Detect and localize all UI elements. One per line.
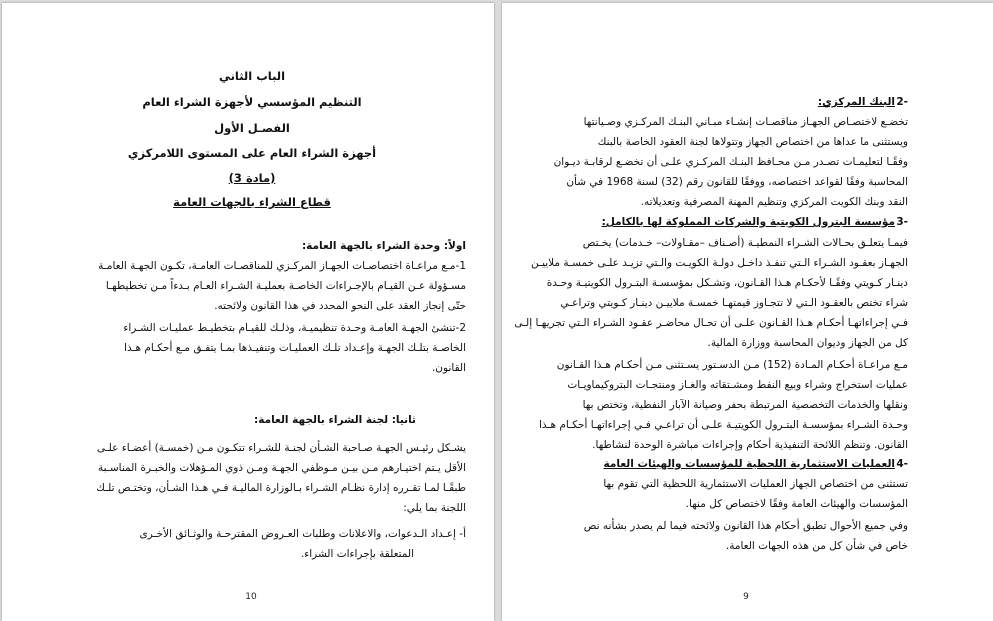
constitution-line: ونقلها والخدمات التخصصية المرتبطة بحفر وصيانة الآبار النفطية، وتختص بها — [582, 399, 908, 411]
kpc-line: دينـار كـويتي وفقًـا لأحكـام هـذا القـانون، وتشـكل بمؤسسـة البتـرول الكويتيـة وحـدة — [546, 277, 908, 289]
item4-number: 4- — [896, 458, 908, 470]
kpc-line: الجهـاز بعقـود الشـراء الـتي تنفـذ داخـل دولـة الكويـت والـتي تزيـد علـى خمسـة ملاييـن — [531, 257, 908, 269]
kpc-heading: مؤسسة البترول الكويتية والشركات المملوكة لها بالكامل: — [601, 216, 895, 228]
item3-number: 3- — [896, 216, 908, 228]
article-number: (مادة 3) — [228, 171, 276, 185]
item2-line: القانون. — [431, 362, 466, 374]
item1-line: مسـؤولة عـن القيـام بالإجـراءات الخاصـة بعمليـة الشـراء العـام بـدءاً مـن تخطيطهـا — [105, 280, 466, 292]
general-line: خاص في شأن كل من هذه الجهات العامة. — [725, 540, 908, 552]
central-bank-line: ويستثنى ما عداها من اختصاص الجهاز وتتولاها لجنة العقود الخاصة بالبنك — [597, 136, 908, 148]
point-a-line: أ- إعـداد الـدعوات، والاعلانات وطلبات العـروض المقترحـة والوثـائق الأخـرى — [139, 528, 466, 540]
item2-number: 2- — [896, 96, 908, 108]
item2-line: الخاصـة بتلـك الجهـة وإعـداد تلـك العمليـات وتنفيـذها بمـا يتفـق مـع أحكـام هـذا — [124, 342, 466, 354]
section-title: أجهزة الشراء العام على المستوى اللامركزي — [127, 146, 377, 160]
central-bank-heading: البنك المركزي: — [817, 96, 895, 108]
document-page-left — [2, 3, 494, 621]
central-bank-line: النقد وبنك الكويت المركزي وتنظيم المهنة المصرفية وتعديلاته. — [640, 196, 908, 208]
heading-purchasing-unit: اولاً: وحدة الشراء بالجهة العامة: — [301, 240, 466, 252]
constitution-line: مـع مراعـاة أحكـام المـادة (152) مـن الدسـتور يسـتثنى مـن أحكـام هـذا القـانون — [556, 359, 908, 371]
central-bank-line: وفقًـا لتعليمـات تصـدر مـن محـافظ البنـك المركـزي علـى أن تخضـع لرقابـة ديـوان — [553, 156, 908, 168]
chapter-heading: الباب الثاني — [218, 69, 286, 83]
constitution-line: القانون. وتنظم اللائحة التنفيذية أحكام وإجراءات مباشرة الوحدة لنشاطها. — [592, 439, 908, 451]
central-bank-line: تخضـع لاختصـاص الجهـاز مناقصـات إنشـاء مبـاني البنـك المركـزي وصـيانتها — [583, 116, 908, 128]
constitution-line: وحـدة الشـراء بمؤسسـة البتـرول الكويتيـة علـى أن تراعـي فـي إجراءاتهـا أحكـام هـذا — [539, 419, 908, 431]
emergency-heading: العمليات الاستثمارية اللحظية للمؤسسات والهيئات العامة — [603, 458, 895, 470]
kpc-line: فيمـا يتعلـق بحـالات الشـراء النمطيـة (أصـناف –مقـاولات– خـدمات) يخـتص — [582, 237, 908, 249]
sector-title: قطاع الشراء بالجهات العامة — [173, 195, 331, 209]
point-a-line: المتعلقة بإجراءات الشراء. — [300, 548, 414, 560]
heading-purchasing-committee: ثانيا: لجنة الشراء بالجهة العامة: — [254, 414, 416, 426]
item1-line: 1-مـع مراعـاة اختصاصـات الجهـاز المركـزي للمناقصـات العامـة، تكـون الجهـة العامـة — [98, 260, 466, 272]
document-page-right — [502, 3, 993, 621]
chapter-title: التنظيم المؤسسي لأجهزة الشراء العام — [142, 95, 362, 109]
kpc-line: فـي إجراءاتهـا أحكـام هـذا القـانون علـى أن تحـال محاضـر عقـود الشـراء الـتي تجريهـا إلـى — [514, 317, 908, 329]
item2-line: 2-تنشئ الجهـة العامـة وحـدة تنظيميـة، وذلـك للقيـام بتخطيـط عمليـات الشـراء — [123, 322, 466, 334]
page-number: 9 — [743, 592, 749, 602]
emergency-line: المؤسسات والهيئات العامة وفقًا لاختصاص كل منها. — [685, 498, 908, 510]
constitution-line: عمليات استخراج وشراء وبيع النفط ومشـتقاته والغـاز ومنتجـات البتروكيماويـات — [567, 379, 908, 391]
page-number: 10 — [245, 592, 257, 602]
item1-line: حتّى إنجاز العقد على النحو المحدد في هذا القانون ولائحته. — [214, 300, 466, 312]
kpc-line: كل من الجهاز وديوان المحاسبة ووزارة المالية. — [707, 337, 908, 349]
section-heading: الفصـل الأول — [214, 121, 290, 135]
committee-line: الأقل يـتم اختيـارهم مـن بيـن مـوظفي الجهـة ومـن ذوي المـؤهلات والخبـرة المناسـبة — [97, 462, 466, 474]
kpc-line: شراء تختص بالعقـود الـتي لا تتجـاوز قيمتهـا خمسـة ملاييـن دينـار كـويتي وتراعـي — [560, 297, 908, 309]
committee-line: اللجنة بما يلي: — [403, 502, 466, 514]
emergency-line: تستثنى من اختصاص الجهاز العمليات الاستثمارية اللحظية التي تقوم بها — [603, 478, 908, 490]
committee-line: طبقًـا لمـا تقـرره إدارة نظـام الشـراء بـالوزارة الماليـة فـي هـذا الشـأن، وتختـص تلـك — [96, 482, 466, 494]
committee-line: يشـكل رئيـس الجهـة صـاحبة الشـأن لجنـة للشـراء تتكـون مـن (خمسـة) أعضـاء علـى — [96, 442, 466, 454]
general-line: وفي جميع الأحوال تطبق أحكام هذا القانون ولائحته فيما لم يصدر بشأنه نص — [583, 520, 908, 532]
central-bank-line: المحاسبة وفقًا لقواعد اختصاصه، ووفقًا للقانون رقم (32) لسنة 1968 في شأن — [566, 176, 908, 188]
